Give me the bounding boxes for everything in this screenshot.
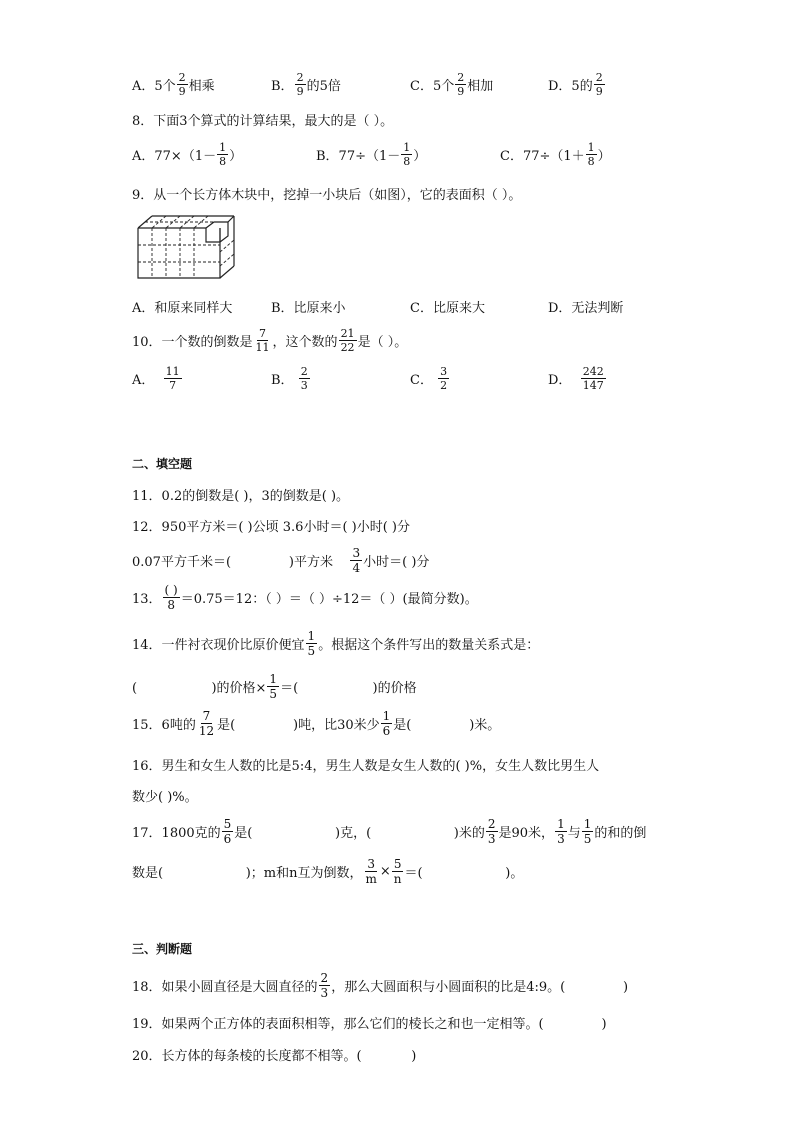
fraction: $\frac{11}{7}$ xyxy=(165,365,180,392)
fraction: $\frac{1}{5}$ xyxy=(583,817,592,846)
fraction: $\frac{3}{4}$ xyxy=(352,546,361,575)
fraction: $\frac{1}{5}$ xyxy=(269,672,278,701)
q9-option-a[interactable]: A．和原来同样大 xyxy=(132,301,233,316)
fraction: $\frac{2}{3}$ xyxy=(300,365,308,392)
q14-line1: 14．一件衬衣现价比原价便宜 $\frac{1}{5}$ 。根据这个条件写出的数量关系式是： xyxy=(132,629,540,658)
q10-option-a[interactable]: A． $\frac{11}{7}$ xyxy=(132,365,180,392)
fraction: $\frac{2}{3}$ xyxy=(320,971,329,1000)
fraction: $\frac{7}{11}$ xyxy=(255,327,270,354)
q20: 20．长方体的每条棱的长度都不相等。( ) xyxy=(132,1049,417,1064)
q9-option-d[interactable]: D．无法判断 xyxy=(548,301,624,316)
q17-line1: 17．1800克的 $\frac{5}{6}$ 是( )克，( )米的 $\frac{2}{3}$ 是90米， $\frac{1}{3}$ 与 $\frac{1}{5}$ 的和的倒 xyxy=(132,817,647,846)
fraction: $\frac{2}{9}$ xyxy=(178,71,186,98)
q12-line2: 0.07平方千米＝( )平方米 $\frac{3}{4}$ 小时＝( )分 xyxy=(132,546,430,575)
cuboid-figure xyxy=(136,212,238,280)
q10-option-b[interactable]: B． $\frac{2}{3}$ xyxy=(271,365,308,392)
fraction: $\frac{1}{3}$ xyxy=(557,817,565,846)
fraction: $\frac{2}{9}$ xyxy=(296,71,304,98)
q14-line2: ( )的价格× $\frac{1}{5}$ ＝( )的价格 xyxy=(132,672,417,701)
fraction: $\frac{2}{9}$ xyxy=(457,71,465,98)
q7-option-d[interactable]: D．5的 $\frac{2}{9}$ xyxy=(548,71,603,98)
q8-option-b[interactable]: B．77÷（1－ $\frac{1}{8}$ ） xyxy=(316,141,427,168)
section-judgement-title: 三、判断题 xyxy=(132,942,193,956)
fraction: $\frac{1}{6}$ xyxy=(382,709,391,738)
fraction: $\frac{242}{147}$ xyxy=(582,365,604,392)
q10-option-d[interactable]: D． $\frac{242}{147}$ xyxy=(548,365,604,392)
fraction: $\frac{7}{12}$ xyxy=(198,709,215,738)
q16-line1: 16．男生和女生人数的比是5:4，男生人数是女生人数的( )%，女生人数比男生人 xyxy=(132,759,600,774)
q17-line2: 数是( )；m和n互为倒数， $\frac{3}{m}$ × $\frac{5}{n}$ ＝( )。 xyxy=(132,857,524,886)
q13: 13． $\frac{( )}{8}$ ＝0.75＝12：（ ）＝（ ）÷12＝（ ）(最简分数)。 xyxy=(132,583,478,612)
q9-option-c[interactable]: C．比原来大 xyxy=(410,301,485,316)
q7-option-b[interactable]: B． $\frac{2}{9}$ 的5倍 xyxy=(271,71,341,98)
q8-option-c[interactable]: C．77÷（1＋ $\frac{1}{8}$ ） xyxy=(500,141,611,168)
q19: 19．如果两个正方体的表面积相等，那么它们的棱长之和也一定相等。( ) xyxy=(132,1017,607,1032)
q7-option-a[interactable]: A．5个 $\frac{2}{9}$ 相乘 xyxy=(132,71,215,98)
q10-stem: 10．一个数的倒数是 $\frac{7}{11}$ ，这个数的 $\frac{21}{22}$ 是（ ）。 xyxy=(132,327,408,354)
fraction: $\frac{1}{8}$ xyxy=(403,141,411,168)
q12-line1: 12．950平方米＝( )公顷 3.6小时＝( )小时( )分 xyxy=(132,520,410,535)
q16-line2: 数少( )%。 xyxy=(132,790,198,805)
fraction: $\frac{1}{8}$ xyxy=(219,141,227,168)
fraction: $\frac{2}{3}$ xyxy=(487,817,496,846)
fraction: $\frac{3}{2}$ xyxy=(440,365,448,392)
fraction: $\frac{3}{m}$ xyxy=(365,857,377,886)
q8-stem: 8．下面3个算式的计算结果，最大的是（ ）。 xyxy=(132,114,394,129)
fraction: $\frac{1}{5}$ xyxy=(307,629,316,658)
q7-option-c[interactable]: C．5个 $\frac{2}{9}$ 相加 xyxy=(410,71,494,98)
fraction: $\frac{1}{8}$ xyxy=(587,141,595,168)
q9-option-b[interactable]: B．比原来小 xyxy=(271,301,346,316)
q9-stem: 9．从一个长方体木块中，挖掉一小块后（如图），它的表面积（ ）。 xyxy=(132,188,522,203)
fraction: $\frac{5}{n}$ xyxy=(393,857,402,886)
fraction: $\frac{5}{6}$ xyxy=(223,817,232,846)
q8-option-a[interactable]: A．77×（1－ $\frac{1}{8}$ ） xyxy=(132,141,243,168)
section-fill-blank-title: 二、填空题 xyxy=(132,457,193,471)
fraction: $\frac{( )}{8}$ xyxy=(164,583,178,612)
q15: 15．6吨的 $\frac{7}{12}$ 是( )吨，比30米少 $\frac{1}{6}$ 是( )米。 xyxy=(132,709,501,738)
q18: 18．如果小圆直径是大圆直径的 $\frac{2}{3}$ ，那么大圆面积与小圆面积的比是4:9。( ) xyxy=(132,971,629,1000)
fraction: $\frac{21}{22}$ xyxy=(340,327,355,354)
q11: 11．0.2的倒数是( )，3的倒数是( )。 xyxy=(132,489,350,504)
q10-option-c[interactable]: C． $\frac{3}{2}$ xyxy=(410,365,448,392)
fraction: $\frac{2}{9}$ xyxy=(595,71,603,98)
